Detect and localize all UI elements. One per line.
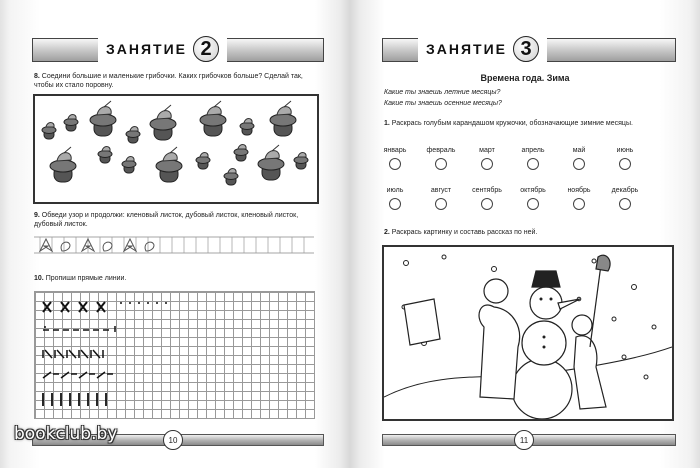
- month-february: [418, 146, 464, 170]
- lesson-title: Времена года. Зима: [480, 73, 570, 83]
- task-2: [384, 228, 674, 237]
- month-circle[interactable]: [619, 198, 631, 210]
- months-row-2: [372, 186, 648, 210]
- month-circle[interactable]: [435, 198, 447, 210]
- month-circle[interactable]: [435, 158, 447, 170]
- month-january: [372, 146, 418, 170]
- task-8: [34, 72, 319, 90]
- snowman-illustration: [384, 247, 672, 419]
- writing-grid: [34, 291, 315, 419]
- right-page: [350, 0, 700, 468]
- month-label: май: [572, 147, 586, 154]
- leaf-pattern: [34, 235, 314, 255]
- leaf-pattern-strip: [34, 235, 314, 255]
- month-november: [556, 186, 602, 210]
- task-text: Обведи узор и продолжи: кленовый листок, дубовый листок, кленовый листок, дубовый листок.: [34, 212, 299, 228]
- task-text: Соедини большие и маленькие грибочки. Каких грибочков больше? Сделай так, чтобы их стало поровну.: [34, 73, 303, 89]
- month-label: август: [430, 187, 452, 194]
- month-label: февраль: [426, 147, 456, 154]
- lesson-header-left: [98, 36, 227, 62]
- line-patterns: [35, 292, 314, 418]
- task-number: 8.: [34, 73, 40, 80]
- month-december: [602, 186, 648, 210]
- month-label: апрель: [521, 147, 545, 154]
- task-text: Раскрась голубым карандашом кружочки, обозначающие зимние месяцы.: [391, 120, 633, 127]
- winter-coloring-picture: [382, 245, 674, 421]
- lesson-header-word: ЗАНЯТИЕ: [426, 41, 508, 57]
- mushroom-picture-box: [33, 94, 319, 204]
- task-text: Раскрась картинку и составь рассказ по ней.: [391, 229, 538, 236]
- month-october: [510, 186, 556, 210]
- month-june: [602, 146, 648, 170]
- month-circle[interactable]: [481, 198, 493, 210]
- page-number-left: 10: [163, 430, 183, 450]
- month-circle[interactable]: [573, 158, 585, 170]
- month-august: [418, 186, 464, 210]
- month-april: [510, 146, 556, 170]
- task-1: [384, 119, 674, 128]
- month-label: сентябрь: [472, 187, 502, 194]
- month-march: [464, 146, 510, 170]
- month-circle[interactable]: [573, 198, 585, 210]
- month-label: июль: [386, 187, 404, 194]
- month-circle[interactable]: [481, 158, 493, 170]
- month-circle[interactable]: [527, 158, 539, 170]
- task-9: [34, 211, 319, 229]
- month-label: январь: [383, 147, 407, 154]
- month-label: октябрь: [520, 187, 546, 194]
- mushroom-illustration: [35, 96, 317, 202]
- site-watermark: bookclub.by: [14, 424, 118, 444]
- question-summer: Какие ты знаешь летние месяцы?: [384, 89, 501, 96]
- lesson-header-word: ЗАНЯТИЕ: [106, 41, 188, 57]
- month-september: [464, 186, 510, 210]
- lesson-number: 3: [513, 36, 539, 62]
- lesson-header-right: [418, 36, 547, 62]
- task-text: Пропиши прямые линии.: [45, 275, 127, 282]
- task-number: 9.: [34, 212, 40, 219]
- month-circle[interactable]: [619, 158, 631, 170]
- month-label: июнь: [616, 147, 634, 154]
- month-label: март: [479, 147, 495, 154]
- task-number: 10.: [34, 275, 44, 282]
- task-number: 1.: [384, 120, 390, 127]
- month-label: декабрь: [611, 187, 639, 194]
- lesson-number: 2: [193, 36, 219, 62]
- month-circle[interactable]: [527, 198, 539, 210]
- month-july: [372, 186, 418, 210]
- question-autumn: Какие ты знаешь осенние месяцы?: [384, 100, 502, 107]
- month-label: ноябрь: [567, 187, 591, 194]
- task-10: [34, 274, 319, 283]
- task-number: 2.: [384, 229, 390, 236]
- months-row-1: [372, 146, 648, 170]
- month-circle[interactable]: [389, 198, 401, 210]
- month-circle[interactable]: [389, 158, 401, 170]
- page-number-right: 11: [514, 430, 534, 450]
- month-may: [556, 146, 602, 170]
